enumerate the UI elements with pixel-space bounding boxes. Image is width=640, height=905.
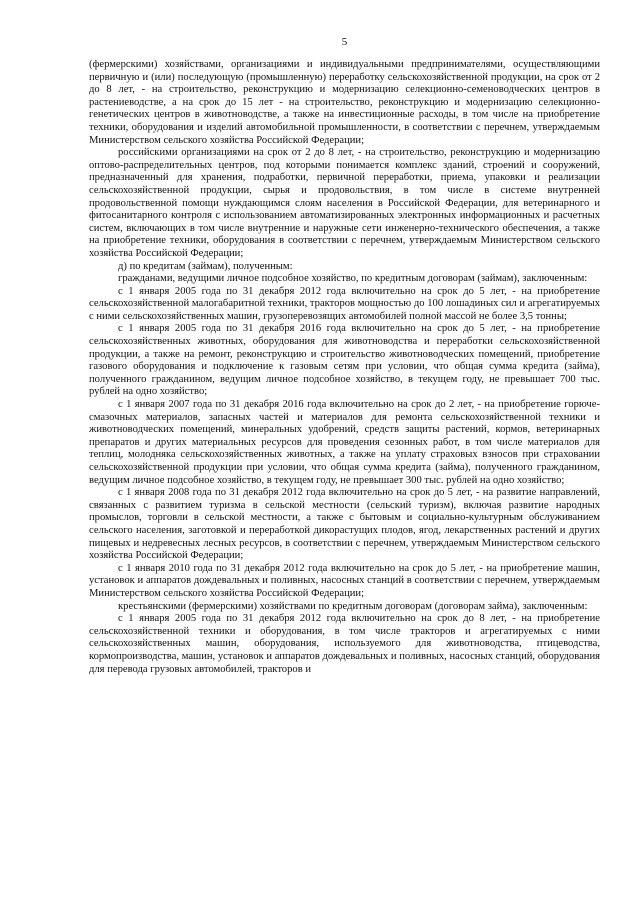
paragraph: с 1 января 2008 года по 31 декабря 2012 года включительно на срок до 5 лет, - на развитие направлений, связанных с развитием туризма в сельской местности (сельский туризм), включая развитие народных промыслов, торговли в сельской местности, а также с бытовым и социально-культурным обслуживанием сельского населения, заготовкой и переработкой дикорастущих плодов, ягод, лекарственных растений и других пищевых и недревесных лесных ресурсов, в соответствии с перечнем, утверждаемым Министерством сельского хозяйства Российской Федерации; xyxy=(89,487,600,562)
document-body xyxy=(89,59,600,676)
paragraph: д) по кредитам (займам), полученным: xyxy=(118,260,293,272)
paragraph: с 1 января 2007 года по 31 декабря 2016 года включительно на срок до 2 лет, - на приобретение горюче-смазочных материалов, запасных частей и материалов для ремонта сельскохозяйственной техники и животноводческих помещений, минеральных удобрений, средств защиты растений, кормов, ветеринарных препаратов и других материальных ресурсов для проведения сезонных работ, в том числе материалов для теплиц, молодняка сельскохозяйственных животных, а также на уплату страховых взносов при страховании сельскохозяйственной продукции при условии, что общая сумма кредита (займа), полученного гражданином, ведущим личное подсобное хозяйство, в текущем году, не превышает 300 тыс. рублей на одно хозяйство; xyxy=(89,399,600,486)
paragraph: с 1 января 2010 года по 31 декабря 2012 года включительно на срок до 5 лет, - на приобретение машин, установок и аппаратов дождевальных и поливных, насосных станций в соответствии с перечнем, утверждаемым Министерством сельского хозяйства Российской Федерации; xyxy=(89,562,600,599)
paragraph: гражданами, ведущими личное подсобное хозяйство, по кредитным договорам (займам), заключенным: xyxy=(118,273,588,285)
page-number: 5 xyxy=(341,36,348,48)
paragraph: (фермерскими) хозяйствами, организациями и индивидуальными предпринимателями, осуществляющими первичную и (или) последующую (промышленную) переработку сельскохозяйственной продукции, на срок от 2 до 8 лет, - на строительство, реконструкцию и модернизацию селекционно-семеноводческих центров в растениеводстве, а на срок до 15 лет - на строительство, реконструкцию и модернизацию селекционно-генетических центров в животноводстве, а также на инвестиционные расходы, в том числе на приобретение техники, оборудования и изделий автомобильной промышленности, в соответствии с перечнем, утверждаемым Министерством сельского хозяйства Российской Федерации; xyxy=(89,59,600,146)
paragraph: с 1 января 2005 года по 31 декабря 2012 года включительно на срок до 5 лет, - на приобретение сельскохозяйственной малогабаритной техники, тракторов мощностью до 100 лошадиных сил и агрегатируемых с ними сельскохозяйственных машин, грузоперевозящих автомобилей полной массой не более 3,5 тонны; xyxy=(89,285,600,322)
paragraph: с 1 января 2005 года по 31 декабря 2012 года включительно на срок до 8 лет, - на приобретение сельскохозяйственной техники и оборудования, в том числе тракторов и агрегатируемых с ними сельскохозяйственных машин, оборудования, используемого для животноводства, птицеводства, кормопроизводства, машин, установок и аппаратов дождевальных и поливных, насосных станций, оборудования для перевода грузовых автомобилей, тракторов и xyxy=(89,613,600,675)
paragraph: российскими организациями на срок от 2 до 8 лет, - на строительство, реконструкцию и модернизацию оптово-распределительных центров, под которыми понимается комплекс зданий, строений и сооружений, предназначенный для хранения, подработки, первичной переработки, приема, упаковки и реализации сельскохозяйственной продукции, сырья и продовольствия, в том числе в системе внутренней продовольственной помощи нуждающимся слоям населения в Российской Федерации, для ветеринарного и фитосанитарного контроля с использованием автоматизированных электронных информационных и расчетных систем, включающих в том числе внутренние и наружные сети инженерно-технического обеспечения, а также на приобретение техники, оборудования в соответствии с перечнем, утверждаемым Министерством сельского хозяйства Российской Федерации; xyxy=(89,147,600,259)
paragraph: крестьянскими (фермерскими) хозяйствами по кредитным договорам (договорам займа), заключенным: xyxy=(118,600,588,612)
paragraph: с 1 января 2005 года по 31 декабря 2016 года включительно на срок до 5 лет, - на приобретение сельскохозяйственных животных, оборудования для животноводства и переработки сельскохозяйственной продукции, а также на ремонт, реконструкцию и строительство животноводческих помещений, приобретение газового оборудования и подключение к газовым сетям при условии, что общая сумма кредита (займа), полученного гражданином, ведущим личное подсобное хозяйство, в текущем году, не превышает 700 тыс. рублей на одно хозяйство; xyxy=(89,323,600,398)
